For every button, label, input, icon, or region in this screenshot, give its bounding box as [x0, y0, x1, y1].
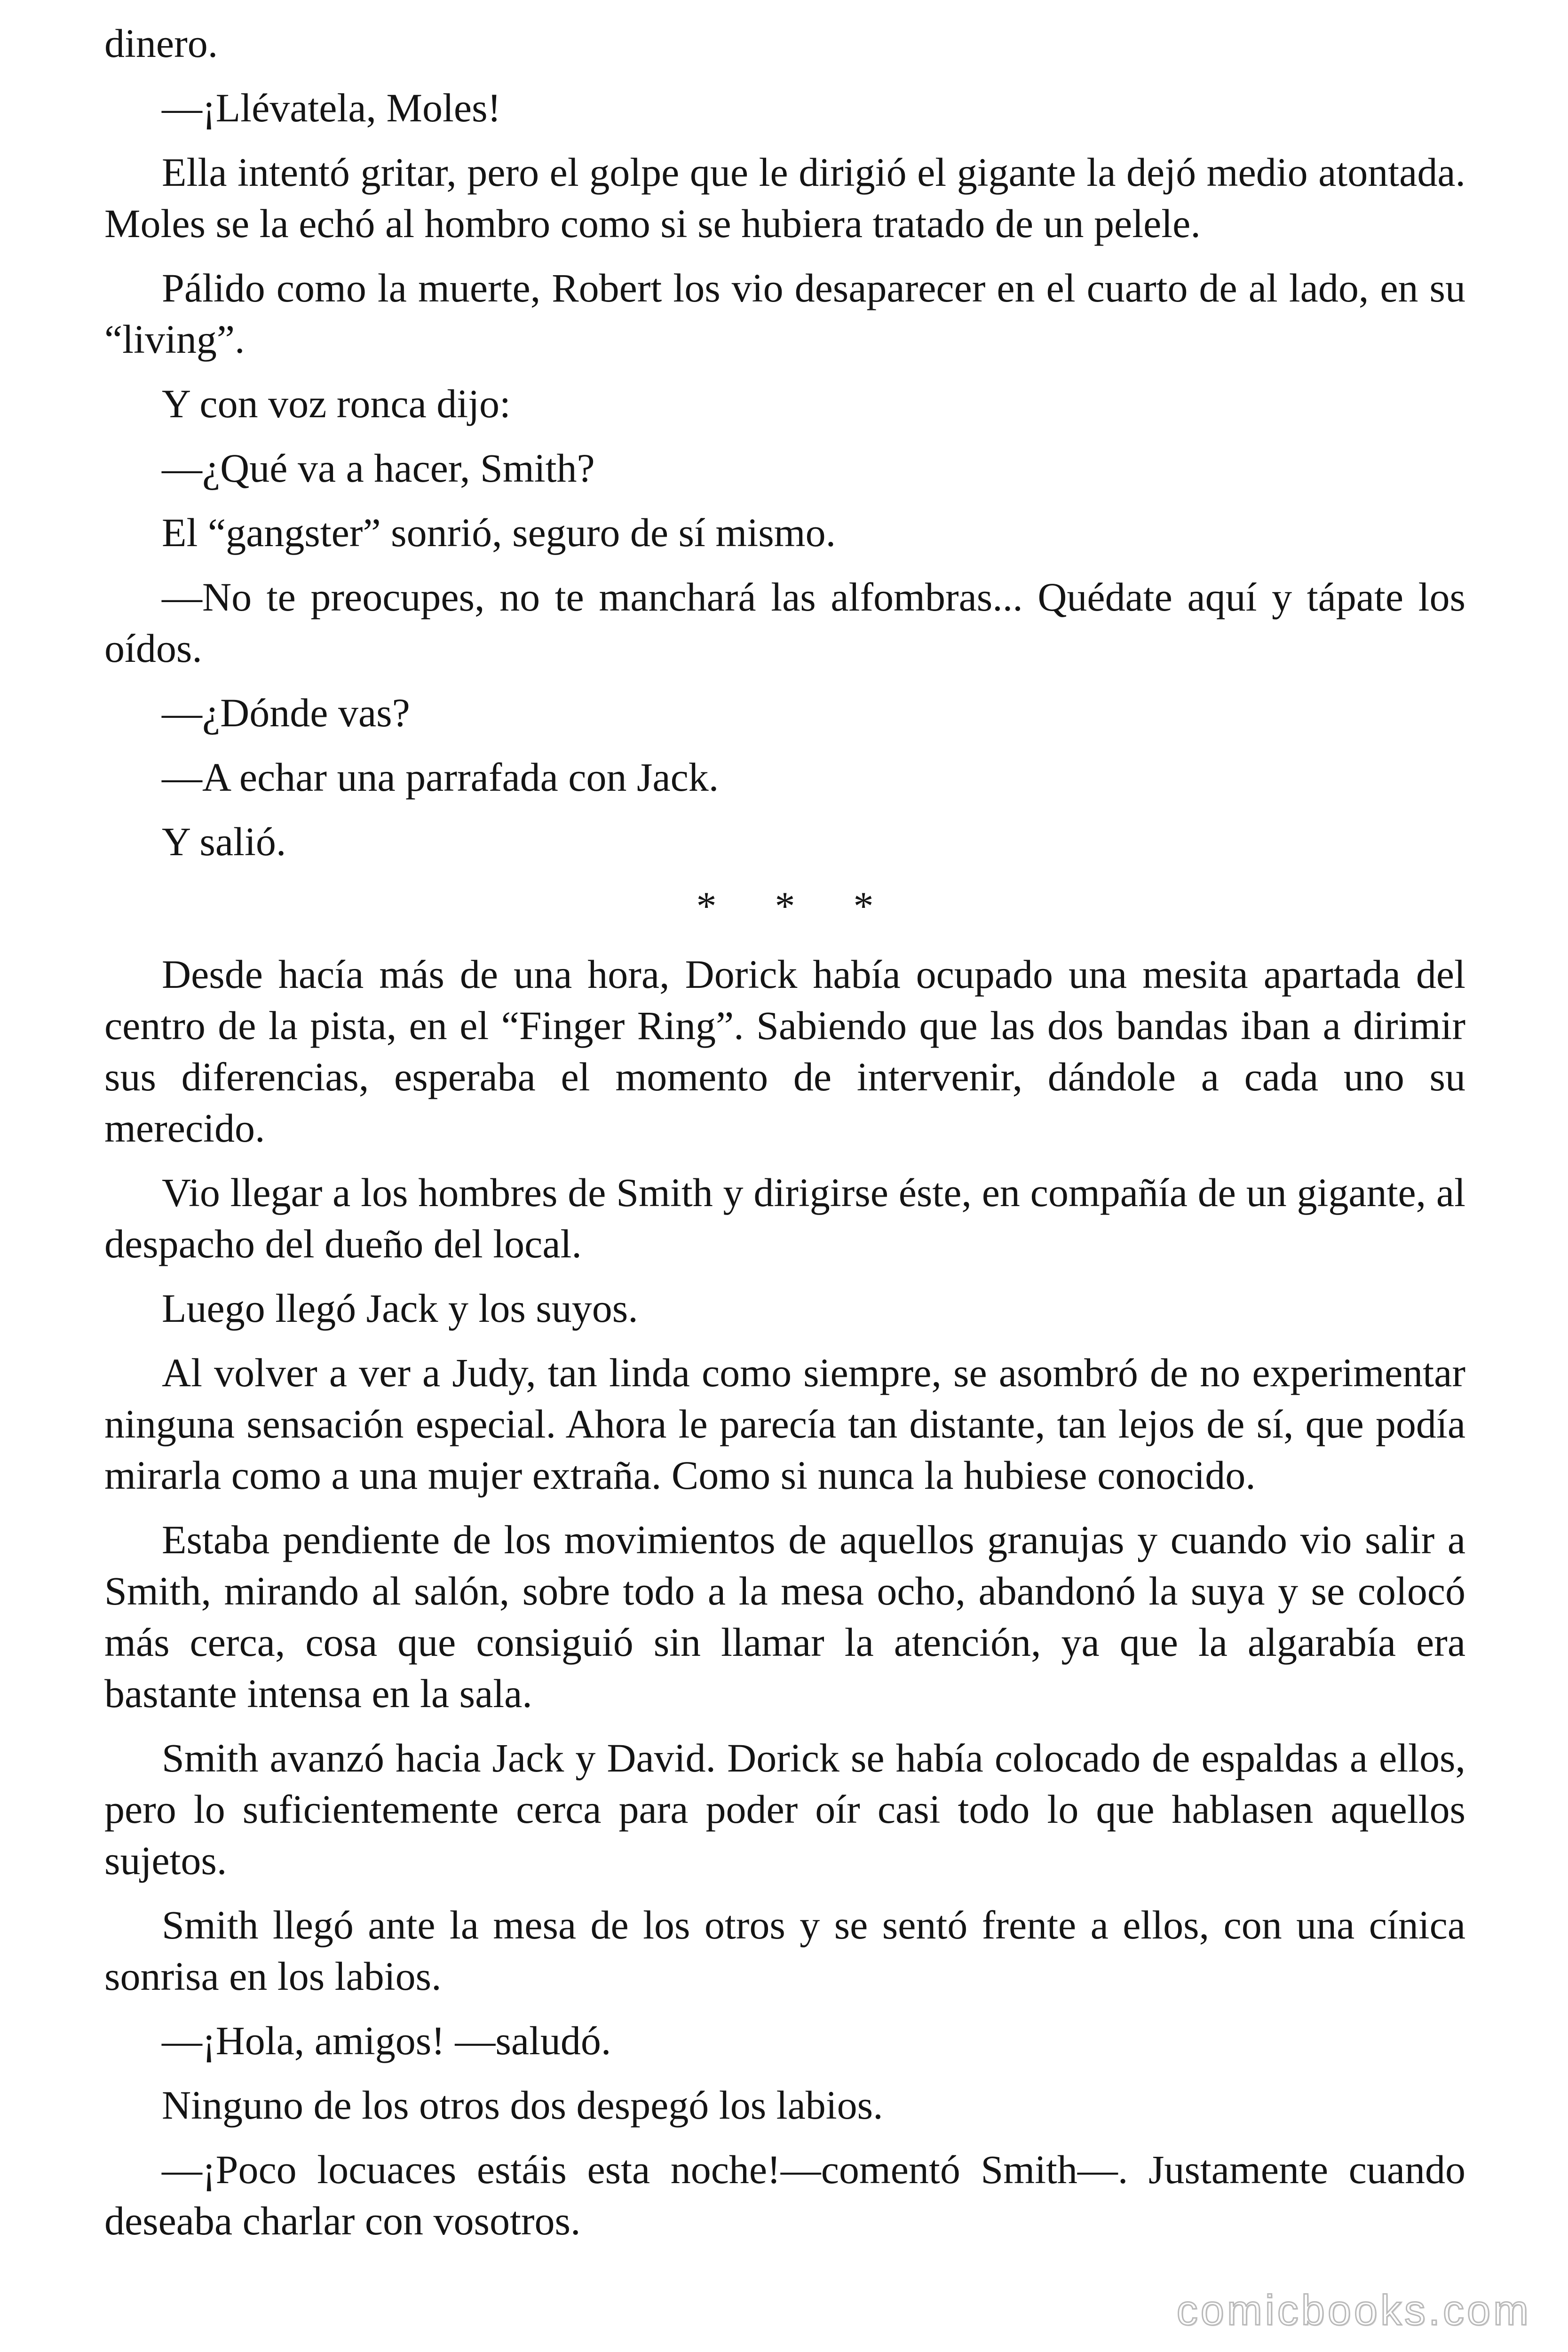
watermark: comicbooks.com	[1176, 2287, 1531, 2334]
paragraph: El “gangster” sonrió, seguro de sí mismo.	[162, 510, 836, 555]
paragraph: —¿Dónde vas?	[162, 690, 410, 735]
paragraph: —A echar una parrafada con Jack.	[162, 755, 719, 800]
paragraph: Desde hacía más de una hora, Dorick había ocupado una mesita apartada del centro de la pista, en el “Finger Ring”. Sabiendo que las dos bandas iban a dirimir sus diferencias, esperaba el momento de intervenir, dándole a cada uno su merecido.	[104, 952, 1465, 1151]
paragraph: Ella intentó gritar, pero el golpe que le dirigió el gigante la dejó medio atontada. Moles se la echó al hombro como si se hubiera tratado de un pelele.	[104, 150, 1465, 246]
paragraph: —¡Poco locuaces estáis esta noche!—comentó Smith—. Justamente cuando deseaba charlar con vosotros.	[104, 2147, 1465, 2243]
paragraph: Ninguno de los otros dos despegó los labios.	[162, 2082, 883, 2128]
paragraph: Smith llegó ante la mesa de los otros y se sentó frente a ellos, con una cínica sonrisa en los labios.	[104, 1902, 1465, 1999]
paragraph: Estaba pendiente de los movimientos de aquellos granujas y cuando vio salir a Smith, mirando al salón, sobre todo a la mesa ocho, abandonó la suya y se colocó más cerca, cosa que consiguió sin llamar la atención, ya que la algarabía era bastante intensa en la sala.	[104, 1517, 1465, 1716]
paragraph: dinero.	[104, 21, 218, 66]
paragraph: Al volver a ver a Judy, tan linda como siempre, se asombró de no experimentar ninguna sensación especial. Ahora le parecía tan distante, tan lejos de sí, que podía mirarla como a una mujer extraña. Como si nunca la hubiese conocido.	[104, 1350, 1465, 1498]
paragraph: —¡Llévatela, Moles!	[162, 85, 501, 130]
paragraph: Y salió.	[162, 819, 286, 864]
paragraph: Y con voz ronca dijo:	[162, 381, 511, 426]
paragraph: —¡Hola, amigos! —saludó.	[162, 2018, 611, 2063]
separator-asterisk: *	[853, 883, 874, 929]
book-text	[104, 18, 1465, 2260]
separator-asterisk: *	[696, 883, 717, 929]
scene-separator	[104, 881, 1465, 932]
separator-asterisk: *	[775, 883, 795, 929]
paragraph: Vio llegar a los hombres de Smith y dirigirse éste, en compañía de un gigante, al despacho del dueño del local.	[104, 1170, 1465, 1266]
paragraph: Smith avanzó hacia Jack y David. Dorick se había colocado de espaldas a ellos, pero lo suficientemente cerca para poder oír casi todo lo que hablasen aquellos sujetos.	[104, 1735, 1465, 1883]
paragraph: —No te preocupes, no te manchará las alfombras... Quédate aquí y tápate los oídos.	[104, 574, 1465, 671]
paragraph: Luego llegó Jack y los suyos.	[162, 1286, 638, 1331]
paragraph: —¿Qué va a hacer, Smith?	[162, 445, 595, 491]
paragraph: Pálido como la muerte, Robert los vio desaparecer en el cuarto de al lado, en su “living”.	[104, 265, 1465, 362]
